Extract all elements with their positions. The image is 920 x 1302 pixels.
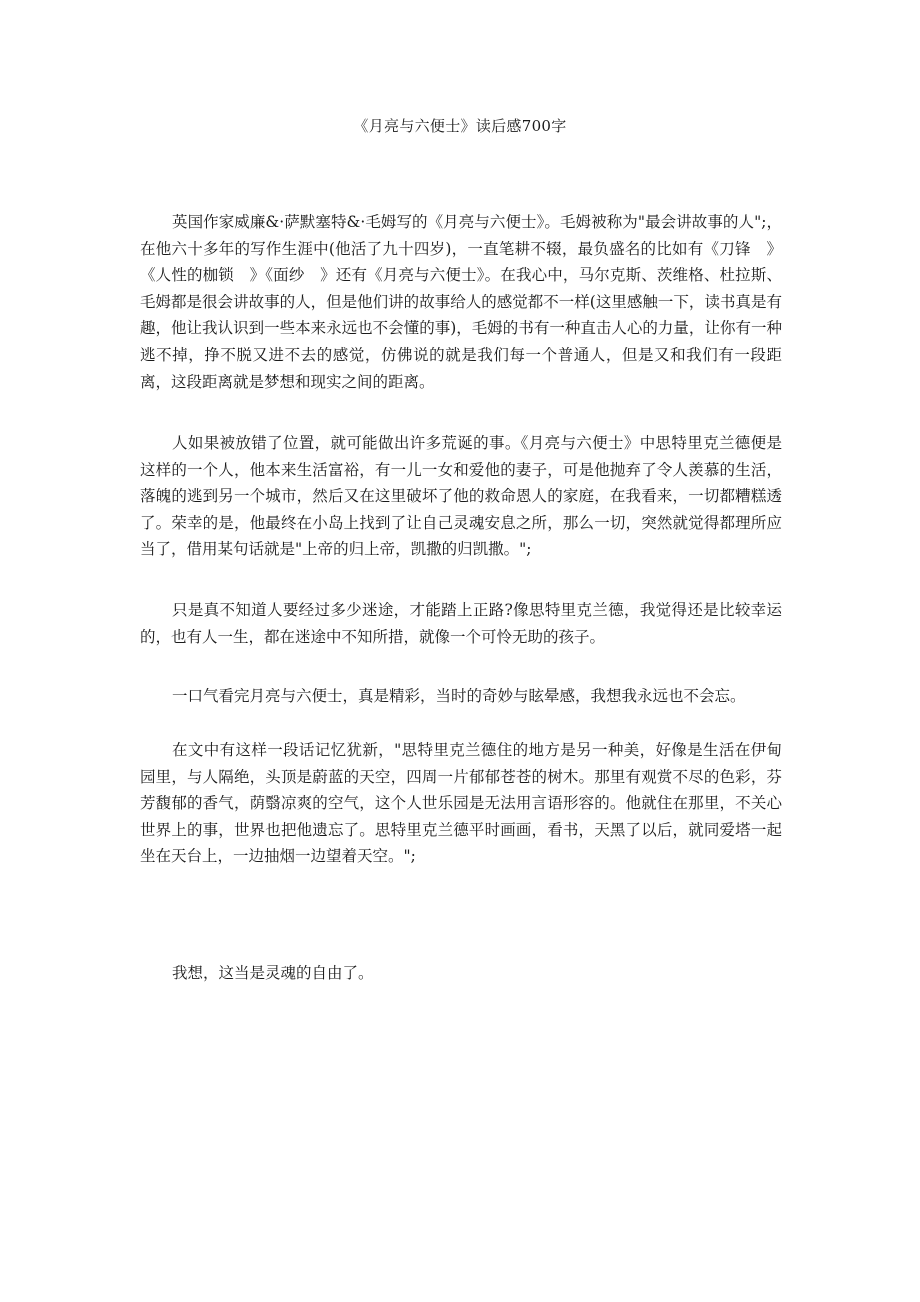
- paragraph-one-breath: 一口气看完月亮与六便士，真是精彩，当时的奇妙与眩晕感，我想我永远也不会忘。: [172, 687, 746, 705]
- paragraph-lost-way: 只是真不知道人要经过多少迷途，才能踏上正路?像思特里克兰德，我觉得还是比较幸运的，也有人一生，都在迷途中不知所措，就像一个可怜无助的孩子。: [140, 601, 782, 646]
- paragraph-misplaced-life: 人如果被放错了位置，就可能做出许多荒诞的事。《月亮与六便士》中思特里克兰德便是这样的一个人，他本来生活富裕，有一儿一女和爱他的妻子，可是他抛弃了令人羡慕的生活，落魄的逃到另一个城市，然后又在这里破坏了他的救命恩人的家庭，在我看来，一切都糟糕透了。荣幸的是，他最终在小岛上找到了让自己灵魂安息之所，那么一切，突然就觉得都理所应当了，借用某句话就是"上帝的归上帝，凯撒的归凯撒。";: [140, 434, 782, 559]
- paragraph-conclusion: 我想，这当是灵魂的自由了。: [172, 964, 374, 982]
- document-title: 《月亮与六便士》读后感700字: [353, 117, 567, 135]
- paragraph-intro: 英国作家威廉&·萨默塞特&·毛姆写的《月亮与六便士》。毛姆被称为"最会讲故事的人";，在他六十多年的写作生涯中(他活了九十四岁)，一直笔耕不辍，最负盛名的比如有《刀锋 》《人性的枷锁 》《面纱 》还有《月亮与六便士》。在我心中，马尔克斯、茨维格、杜拉斯、毛姆都是很会讲故事的人，但是他们讲的故事给人的感觉都不一样(这里感触一下，读书真是有趣，他让我认识到一些本来永远也不会懂的事)，毛姆的书有一种直击人心的力量，让你有一种逃不掉，挣不脱又进不去的感觉，仿佛说的就是我们每一个普通人，但是又和我们有一段距离，这段距离就是梦想和现实之间的距离。: [140, 213, 782, 391]
- paragraph-quote: 在文中有这样一段话记忆犹新，"思特里克兰德住的地方是另一种美，好像是生活在伊甸园里，与人隔绝，头顶是蔚蓝的天空，四周一片郁郁苍苍的树木。那里有观赏不尽的色彩，芬芳馥郁的香气，荫翳凉爽的空气，这个人世乐园是无法用言语形容的。他就住在那里，不关心世界上的事，世界也把他遗忘了。思特里克兰德平时画画，看书，天黑了以后，就同爱塔一起坐在天台上，一边抽烟一边望着天空。";: [140, 741, 782, 866]
